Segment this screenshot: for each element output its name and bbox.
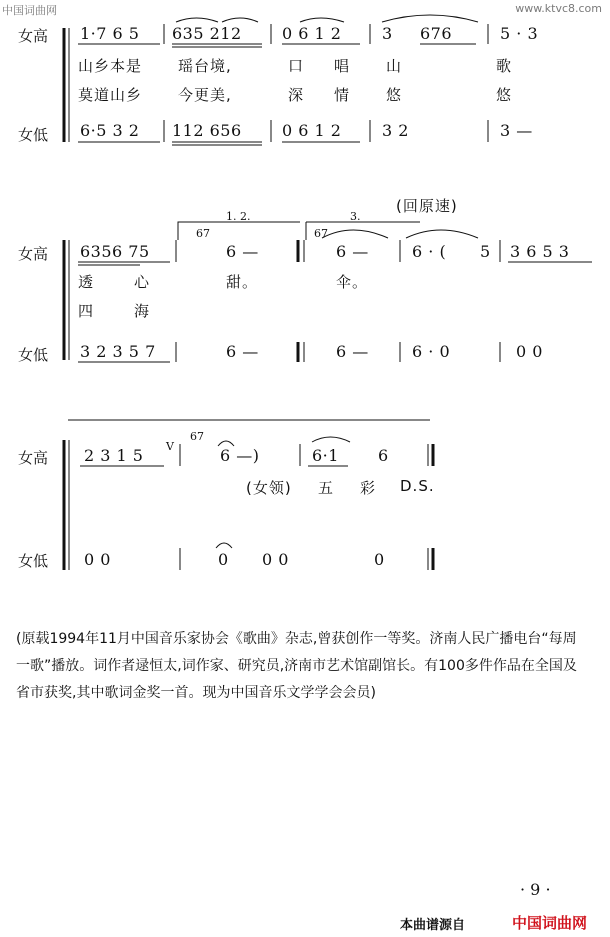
notes-upper-s3-m3: 6·1 [312,446,339,465]
notes-upper-s2-m4: 6 · ( [412,242,447,261]
part-label-lower: 女低 [18,126,49,144]
notes-upper-s2-m2: 6 — [226,242,259,261]
part-label-lower-2: 女低 [18,346,49,364]
lyric-1-a: 山乡本是 [78,57,143,75]
lyric-2-e: 悠 [386,86,403,104]
volta-1-2: 1. 2. [226,210,251,223]
footer-site-name: 中国词曲网 [512,914,588,932]
notes-lower-s3-m2c: 0 [374,550,385,569]
footer-source-label: 本曲谱源自 [400,918,466,933]
part-label-upper-2: 女高 [18,245,49,263]
lyric-1-d: 唱 [334,57,351,75]
lyric-s2-1d: 伞。 [336,273,369,291]
page-number: · 9 · [520,880,551,899]
notes-upper-m4b: 676 [420,24,453,43]
notes-lower-s2-m3: 6 — [336,342,369,361]
lyric-1-e: 山 [386,57,403,75]
dal-segno: D.S. [400,477,435,495]
notes-lower-m5: 3 — [500,121,533,140]
lyric-1-c: 口 [288,57,305,75]
lyric-s2-2b: 海 [134,302,151,320]
lyric-2-a: 莫道山乡 [78,86,143,104]
notes-upper-m5: 5 · 3 [500,24,539,43]
source-note: (原载1994年11月中国音乐家协会《歌曲》杂志,曾获创作一等奖。济南人民广播电台“每周一歌”播放。词作者逯恒太,词作家、研究员,济南市艺术馆副馆长。有100多件作品在全国及省市获奖,其中歌词金奖一首。现为中国音乐文学学会会员) [16,631,577,701]
part-label-lower-3: 女低 [18,552,49,570]
notes-upper-m1: 1·7 6 5 [80,24,140,43]
notes-lower-s2-m1: 3 2 3 5 7 [80,342,156,361]
notes-upper-s3-m1: 2 3 1 5 [84,446,144,465]
notes-upper-s2-m4b: 5 [480,242,491,261]
notes-lower-m1: 6·5 3 2 [80,121,140,140]
lyric-s2-1c: 甜。 [226,273,259,291]
lyric-2-d: 情 [334,86,351,104]
part-label-upper: 女高 [18,27,49,45]
notes-lower-s3-m1: 0 0 [84,550,111,569]
notes-upper-s2-m1: 6356 75 [80,242,150,261]
notes-upper-m3: 0 6 1 2 [282,24,342,43]
lyric-2-c: 深 [288,86,305,104]
notes-lower-s2-m4: 6 · 0 [412,342,451,361]
tempo-mark: (回原速) [396,197,458,215]
grace-note-2: 67 [314,227,328,240]
lyric-s2-1b: 心 [134,273,151,291]
lyric-2-b: 今更美, [178,86,232,104]
grace-note-3: 67 [190,430,204,443]
notes-upper-m2: 635 212 [172,24,242,43]
lyric-s2-1a: 透 [78,273,95,291]
watermark-right: www.ktvc8.com [515,2,602,15]
breath-mark: V [166,440,174,453]
watermark-left: 中国词曲网 [2,4,57,17]
lyric-s3-a: 五 [318,479,335,497]
lyric-1-b: 瑶台境, [178,57,232,75]
notes-upper-s3-m4: 6 [378,446,389,465]
notes-lower-m3: 0 6 1 2 [282,121,342,140]
notes-upper-s2-m3: 6 — [336,242,369,261]
notes-lower-m2: 112 656 [172,121,242,140]
lyric-s2-2a: 四 [78,302,95,320]
notes-lower-s2-m2: 6 — [226,342,259,361]
notes-lower-s3-m2a: 0 [218,550,229,569]
notes-lower-s2-m5: 0 0 [516,342,543,361]
notes-lower-m4: 3 2 [382,121,409,140]
grace-note-1: 67 [196,227,210,240]
notes-upper-m4a: 3 [382,24,393,43]
lyric-s3-lead: (女领) [246,479,292,497]
lyric-2-f: 悠 [496,86,513,104]
volta-3: 3. [350,210,361,223]
part-label-upper-3: 女高 [18,449,49,467]
notes-lower-s3-m2b: 0 0 [262,550,289,569]
lyric-1-f: 歌 [496,57,513,75]
lyric-s3-b: 彩 [360,479,377,497]
notes-upper-s3-m2: 6 —) [220,446,260,465]
notes-upper-s2-m5: 3 6 5 3 [510,242,570,261]
